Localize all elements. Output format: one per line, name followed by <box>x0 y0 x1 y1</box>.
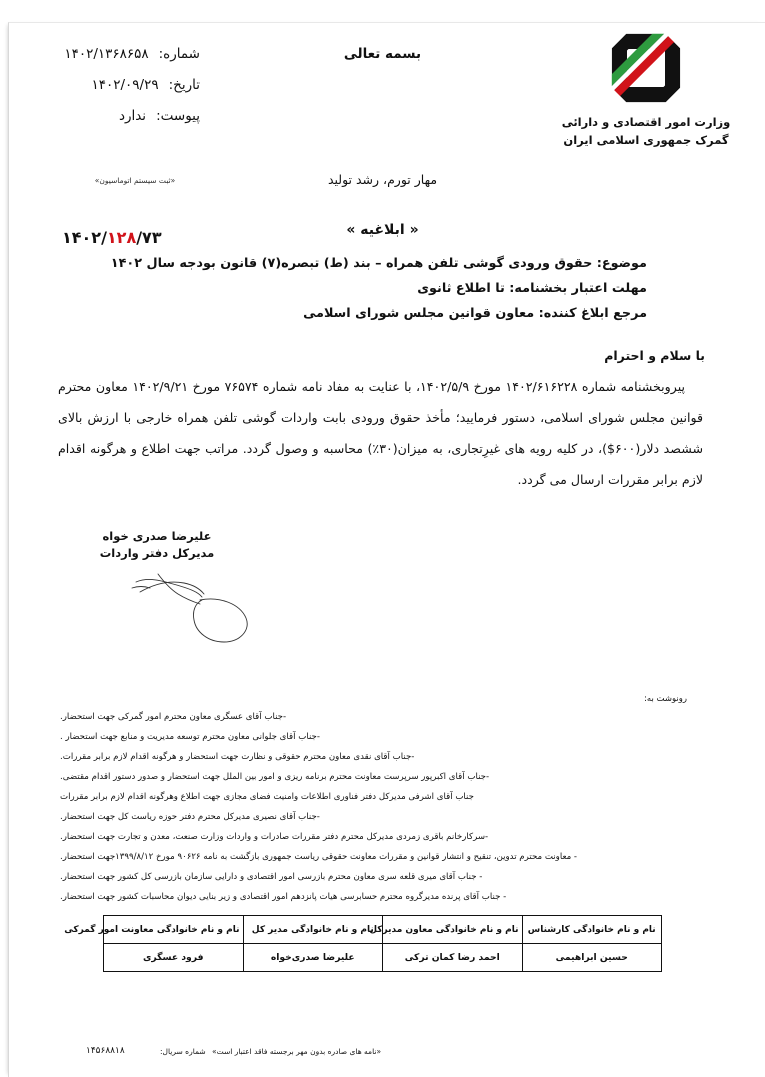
subject-line-authority: مرجع ابلاغ کننده: معاون قوانین مجلس شورای اسلامی <box>303 305 647 321</box>
organization-identity <box>551 30 741 150</box>
basmala-text: بسمه تعالی <box>343 46 422 62</box>
cc-item: -سرکارخانم باقری زمردی مدیرکل محترم دفتر مقررات صادرات و واردات وزارت صنعت، معدن و تجارت جهت استحضار. <box>60 831 489 842</box>
table-row <box>104 944 662 972</box>
meta-label-attachment: پیوست: <box>156 108 200 124</box>
table-header-cell: نام و نام خانوادگی مدیر کل <box>243 916 383 944</box>
notice-title: « ابلاغیه » <box>346 222 419 238</box>
cc-item: -جناب آقای نقدی معاون محترم حقوقی و نظارت جهت استحضار و هرگونه اقدام لازم برابر مقررات. <box>60 752 415 763</box>
document-header <box>0 30 765 190</box>
cc-item: - جناب آقای پرنده مدیرگروه محترم حسابرسی هیات پانزدهم امور اقتصادی و زیر بنایی دیوان محاسبات کشور جهت استحضار. <box>60 891 507 902</box>
automation-registration-note: «ثبت سیستم اتوماسیون» <box>94 176 176 185</box>
table-header-cell: نام و نام خانوادگی معاون مدیرکل <box>383 916 523 944</box>
cc-item: -جناب آقای اکبرپور سرپرست معاونت محترم برنامه ریزی و امور بین الملل جهت استحضار و صدور دستور اقدام مقتضی. <box>60 772 490 783</box>
handwritten-signature-icon <box>128 552 278 647</box>
footer-validity-note: «نامه های صادره بدون مهر برجسته فاقد اعتبار است» <box>212 1047 382 1056</box>
meta-value-attachment: ندارد <box>118 108 147 124</box>
cc-item: -جناب آقای عسگری معاون محترم امور گمرکی جهت استحضار. <box>60 712 287 723</box>
letter-body-paragraph: پیروبخشنامه شماره ۱۴۰۲/۶۱۶۲۲۸ مورخ ۱۴۰۲/۵/۹، با عنایت به مفاد نامه شماره ۷۶۵۷۴ مورخ ۱۴۰۲/۹/۲۱ معاون محترم قوانین مجلس شورای اسلامی، دستور فرمایید؛ مأخذ حقوق ورودی بابت واردات گوشی تلفن همراه خارجی با ارزش بالای ششصد دلار(۶۰۰$)، در کلیه رویه های غیرِتجاری، به میزان(۳۰٪) محاسبه و وصول گردد. مراتب جهت اطلاع و هرگونه اقدام لازم برابر مقررات ارسال می گردد. <box>58 379 703 487</box>
document-footer <box>0 1044 765 1068</box>
cc-item: - معاونت محترم تدوین، تنقیح و انتشار قوانین و مقررات معاونت حقوقی ریاست جمهوری بازگشت به نامه ۹۰۶۲۶ مورخ ۱۳۹۹/۸/۱۲جهت استحضار. <box>60 851 578 862</box>
meta-row-attachment <box>0 108 200 124</box>
table-header-cell: نام و نام خانوادگی معاونت امور گمرکی <box>104 916 244 944</box>
signatory-name: علیرضا صدری خواه <box>102 529 212 543</box>
cc-item: -جناب آقای جلوانی معاون محترم توسعه مدیریت و منابع جهت استحضار . <box>60 732 320 743</box>
subject-line-validity: مهلت اعتبار بخشنامه: تا اطلاع ثانوی <box>417 280 647 296</box>
cc-distribution-list <box>0 690 765 908</box>
meta-row-number <box>0 46 200 62</box>
table-cell: علیرضا صدری‌خواه <box>243 944 383 972</box>
subject-block <box>87 252 647 327</box>
meta-value-date: ۱۴۰۲/۰۹/۲۹ <box>91 77 159 93</box>
footer-serial-value: ۱۴۵۶۸۸۱۸ <box>86 1046 125 1056</box>
cc-heading: رونوشت به: <box>644 694 687 704</box>
notice-code <box>62 228 162 247</box>
table-cell: فرود عسگری <box>104 944 244 972</box>
notice-code-middle: ۱۲۸ <box>106 228 137 247</box>
organization-agency: گمرک جمهوری اسلامی ایران <box>563 132 729 147</box>
approval-signoff-table <box>64 915 662 972</box>
notice-code-suffix: /۷۳ <box>136 228 162 247</box>
meta-row-date <box>0 77 200 93</box>
table-header-cell: نام و نام خانوادگی کارشناس <box>522 916 662 944</box>
meta-label-number: شماره: <box>158 46 200 62</box>
table-header-row <box>104 916 662 944</box>
organization-ministry: وزارت امور اقتصادی و دارائی <box>561 115 731 129</box>
salutation-text: با سلام و احترام <box>604 348 705 363</box>
meta-value-number: ۱۴۰۲/۱۳۶۸۶۵۸ <box>64 46 149 62</box>
cc-item: - جناب آقای میری قلعه سری معاون محترم بازرسی امور اقتصادی و دارایی سازمان بازرسی کل کشور جهت استحضار. <box>60 871 483 882</box>
notice-code-prefix: ۱۴۰۲/ <box>62 228 107 247</box>
letter-meta-block <box>0 46 200 139</box>
cc-item: جناب آقای اشرفی مدیرکل دفتر فناوری اطلاعات وامنیت فضای مجازی جهت اطلاع وهرگونه اقدام لازم برابر مقررات <box>60 792 474 803</box>
iran-customs-logo-icon <box>608 30 684 106</box>
table-cell: احمد رضا کمان ترکی <box>383 944 523 972</box>
year-slogan: مهار تورم، رشد تولید <box>327 172 438 187</box>
cc-item: -جناب آقای نصیری مدیرکل محترم دفتر حوزه ریاست کل جهت استحضار. <box>60 811 320 822</box>
footer-serial-label: شماره سریال: <box>160 1047 206 1056</box>
subject-line-topic: موضوع: حقوق ورودی گوشی تلفن همراه – بند (ط) تبصره(۷) قانون بودجه سال ۱۴۰۲ <box>110 256 647 271</box>
signatory-title: مدیرکل دفتر واردات <box>99 546 215 561</box>
meta-label-date: تاریخ: <box>168 77 200 93</box>
table-cell: حسین ابراهیمی <box>522 944 662 972</box>
